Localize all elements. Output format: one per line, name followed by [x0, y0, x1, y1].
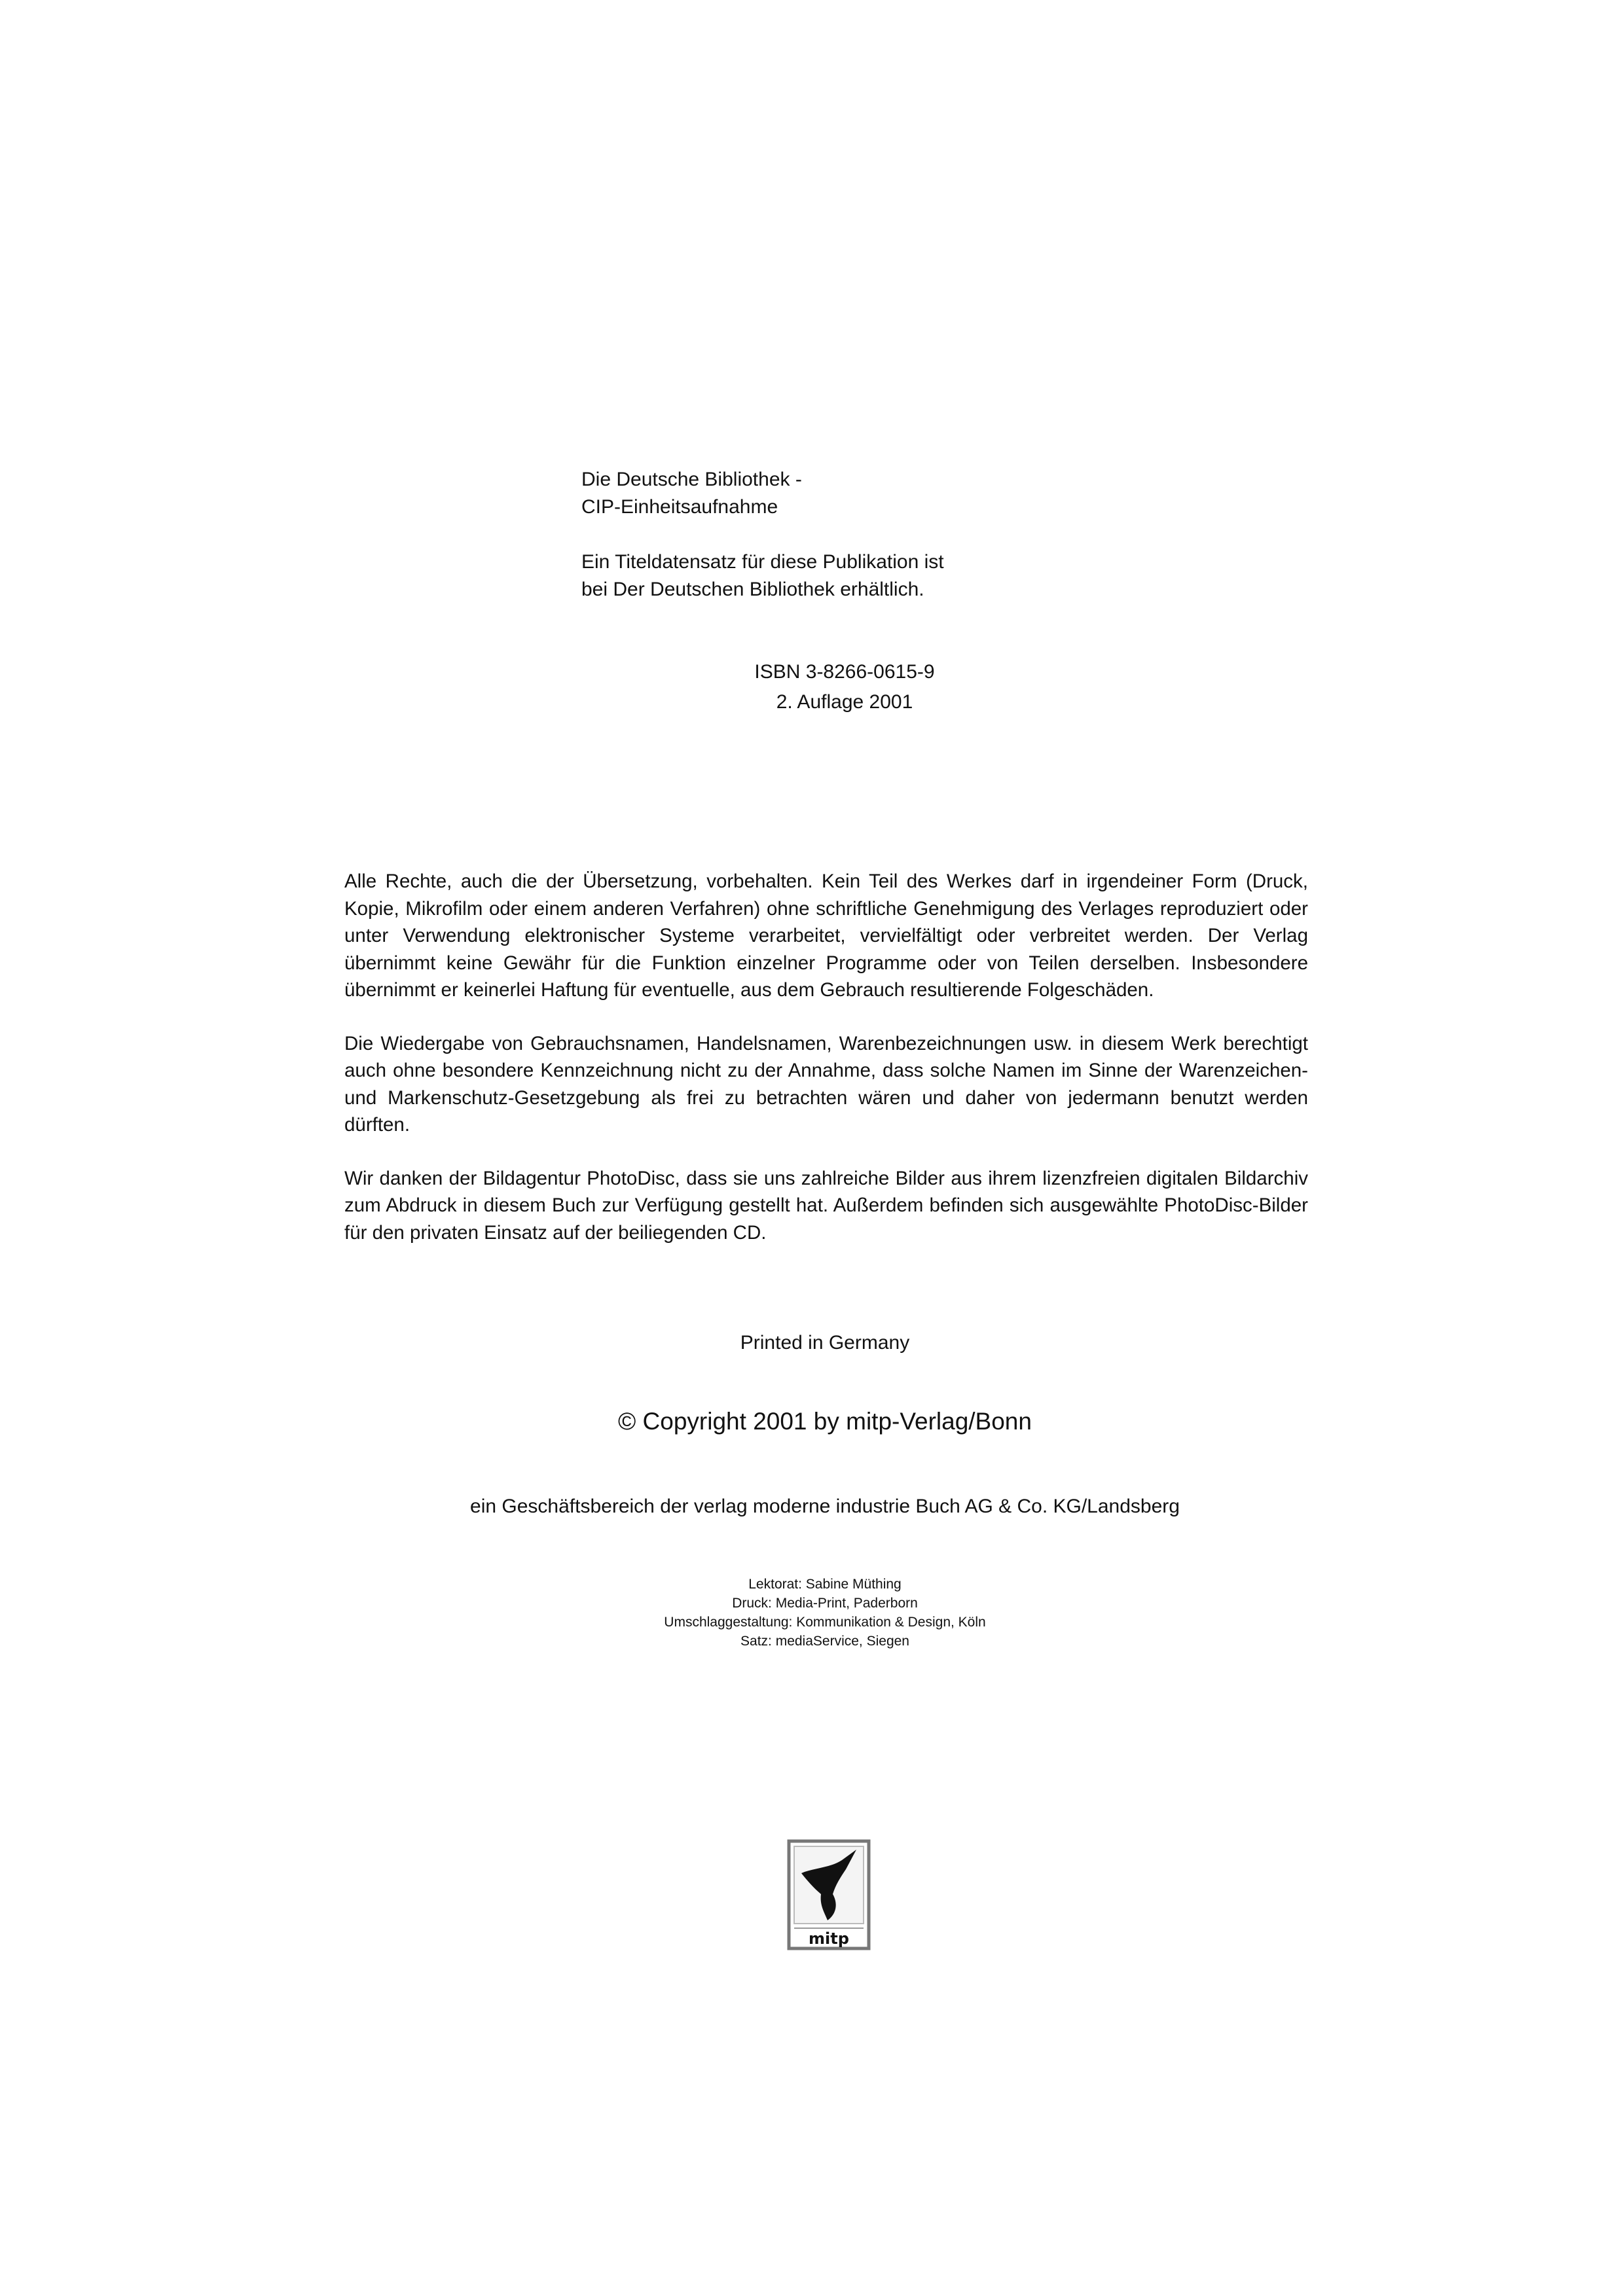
copyright-line: © Copyright 2001 by mitp-Verlag/Bonn [618, 1408, 1032, 1435]
cip-block [581, 466, 1171, 603]
cip-line-2: CIP-Einheitsaufnahme [581, 496, 778, 518]
publisher-division: ein Geschäftsbereich der verlag moderne industrie Buch AG & Co. KG/Landsberg [470, 1496, 1180, 1517]
credit-lektorat: Lektorat: Sabine Müthing [748, 1577, 902, 1592]
printed-in: Printed in Germany [740, 1332, 910, 1354]
legal-notice [344, 868, 1308, 1272]
legal-paragraph-photodisc: Wir danken der Bildagentur PhotoDisc, dass sie uns zahlreiche Bilder aus ihrem lizenzfreien digitalen Bildarchiv zum Abdruck in diesem Buch zur Verfügung gestellt hat. Außerdem befinden sich ausgewählte PhotoDisc-Bilder für den privaten Einsatz auf der beiliegenden CD. [344, 1167, 1308, 1244]
credit-druck: Druck: Media-Print, Paderborn [732, 1596, 918, 1611]
cip-line-1: Die Deutsche Bibliothek - [581, 469, 802, 490]
logo-label: mitp [809, 1929, 849, 1948]
cip-line-4: bei Der Deutschen Bibliothek erhältlich. [581, 579, 924, 600]
credit-umschlag: Umschlaggestaltung: Kommunikation & Design, Köln [664, 1615, 986, 1630]
edition-number: 2. Auflage 2001 [776, 691, 913, 713]
spacer [581, 521, 1171, 548]
cip-line-3: Ein Titeldatensatz für diese Publikation ist [581, 551, 944, 573]
credits-block [0, 1575, 1623, 1651]
mitp-logo [787, 1839, 871, 1950]
credit-satz: Satz: mediaService, Siegen [740, 1634, 909, 1649]
bird-icon [787, 1839, 871, 1950]
isbn: ISBN 3-8266-0615-9 [754, 661, 935, 683]
edition-block [681, 657, 1008, 717]
legal-paragraph-rights: Alle Rechte, auch die der Übersetzung, vorbehalten. Kein Teil des Werkes darf in irgendeiner Form (Druck, Kopie, Mikrofilm oder einem anderen Verfahren) ohne schriftliche Genehmigung des Verlages reproduziert oder unter Verwendung elektronischer Systeme verarbeitet, vervielfältigt oder verbreitet werden. Der Verlag übernimmt keine Gewähr für die Funktion einzelner Programme oder von Teilen derselben. Insbesondere übernimmt er keinerlei Haftung für eventuelle, aus dem Gebrauch resultierende Folgeschäden. [344, 870, 1308, 1001]
legal-paragraph-trademarks: Die Wiedergabe von Gebrauchsnamen, Handelsnamen, Warenbezeichnungen usw. in diesem Werk berechtigt auch ohne besondere Kennzeichnung nicht zu der Annahme, dass solche Namen im Sinne der Warenzeichen- und Markenschutz-Gesetzgebung als frei zu betrachten wären und daher von jedermann benutzt werden dürften. [344, 1032, 1308, 1136]
